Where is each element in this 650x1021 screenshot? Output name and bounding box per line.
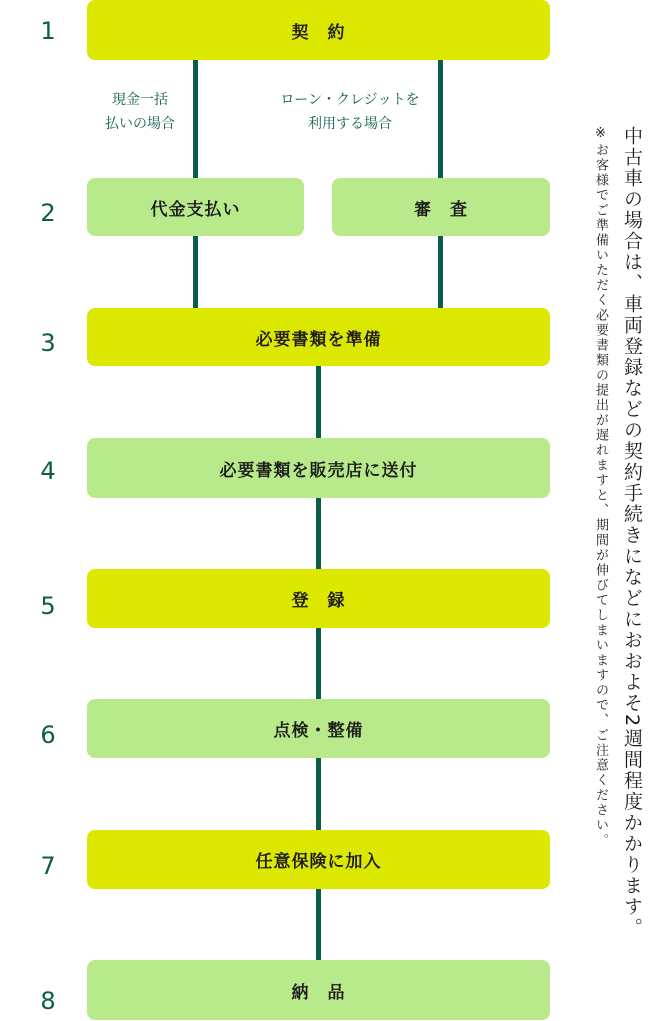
- connector-loan: [438, 60, 443, 178]
- step-insurance: 任意保険に加入: [87, 830, 550, 889]
- connector-cash: [193, 60, 198, 178]
- step-number-8: 8: [40, 987, 56, 1015]
- step-credit-review: 審 査: [332, 178, 550, 236]
- step-payment: 代金支払い: [87, 178, 304, 236]
- step-number-5: 5: [40, 592, 56, 620]
- step-contract: 契 約: [87, 0, 550, 60]
- branch-label-loan: [270, 88, 430, 136]
- step-prepare-documents: 必要書類を準備: [87, 308, 550, 366]
- sub-note: ※お客様でご準備いただく必要書類の提出が遅れますと、期間が伸びてしまいますので、ご注意ください。: [593, 126, 608, 848]
- branch-cash-line1: 現金一括: [112, 92, 168, 108]
- main-note: 中古車の場合は、車両登録などの契約手続きになどにおおよそ2週間程度かかります。: [621, 126, 643, 939]
- step-number-2: 2: [40, 199, 56, 227]
- branch-cash-line2: 払いの場合: [105, 116, 175, 132]
- branch-loan-line1: ローン・クレジットを: [280, 92, 420, 108]
- step-number-7: 7: [40, 852, 56, 880]
- step-number-1: 1: [40, 17, 56, 45]
- step-number-6: 6: [40, 721, 56, 749]
- branch-loan-line2: 利用する場合: [308, 116, 392, 132]
- step-number-4: 4: [40, 457, 56, 485]
- step-registration: 登 録: [87, 569, 550, 628]
- step-send-documents: 必要書類を販売店に送付: [87, 438, 550, 498]
- step-inspection: 点検・整備: [87, 699, 550, 758]
- step-number-3: 3: [40, 329, 56, 357]
- branch-label-cash: [90, 88, 190, 136]
- connector-cash-2: [193, 236, 198, 308]
- connector-loan-2: [438, 236, 443, 308]
- step-delivery: 納 品: [87, 960, 550, 1020]
